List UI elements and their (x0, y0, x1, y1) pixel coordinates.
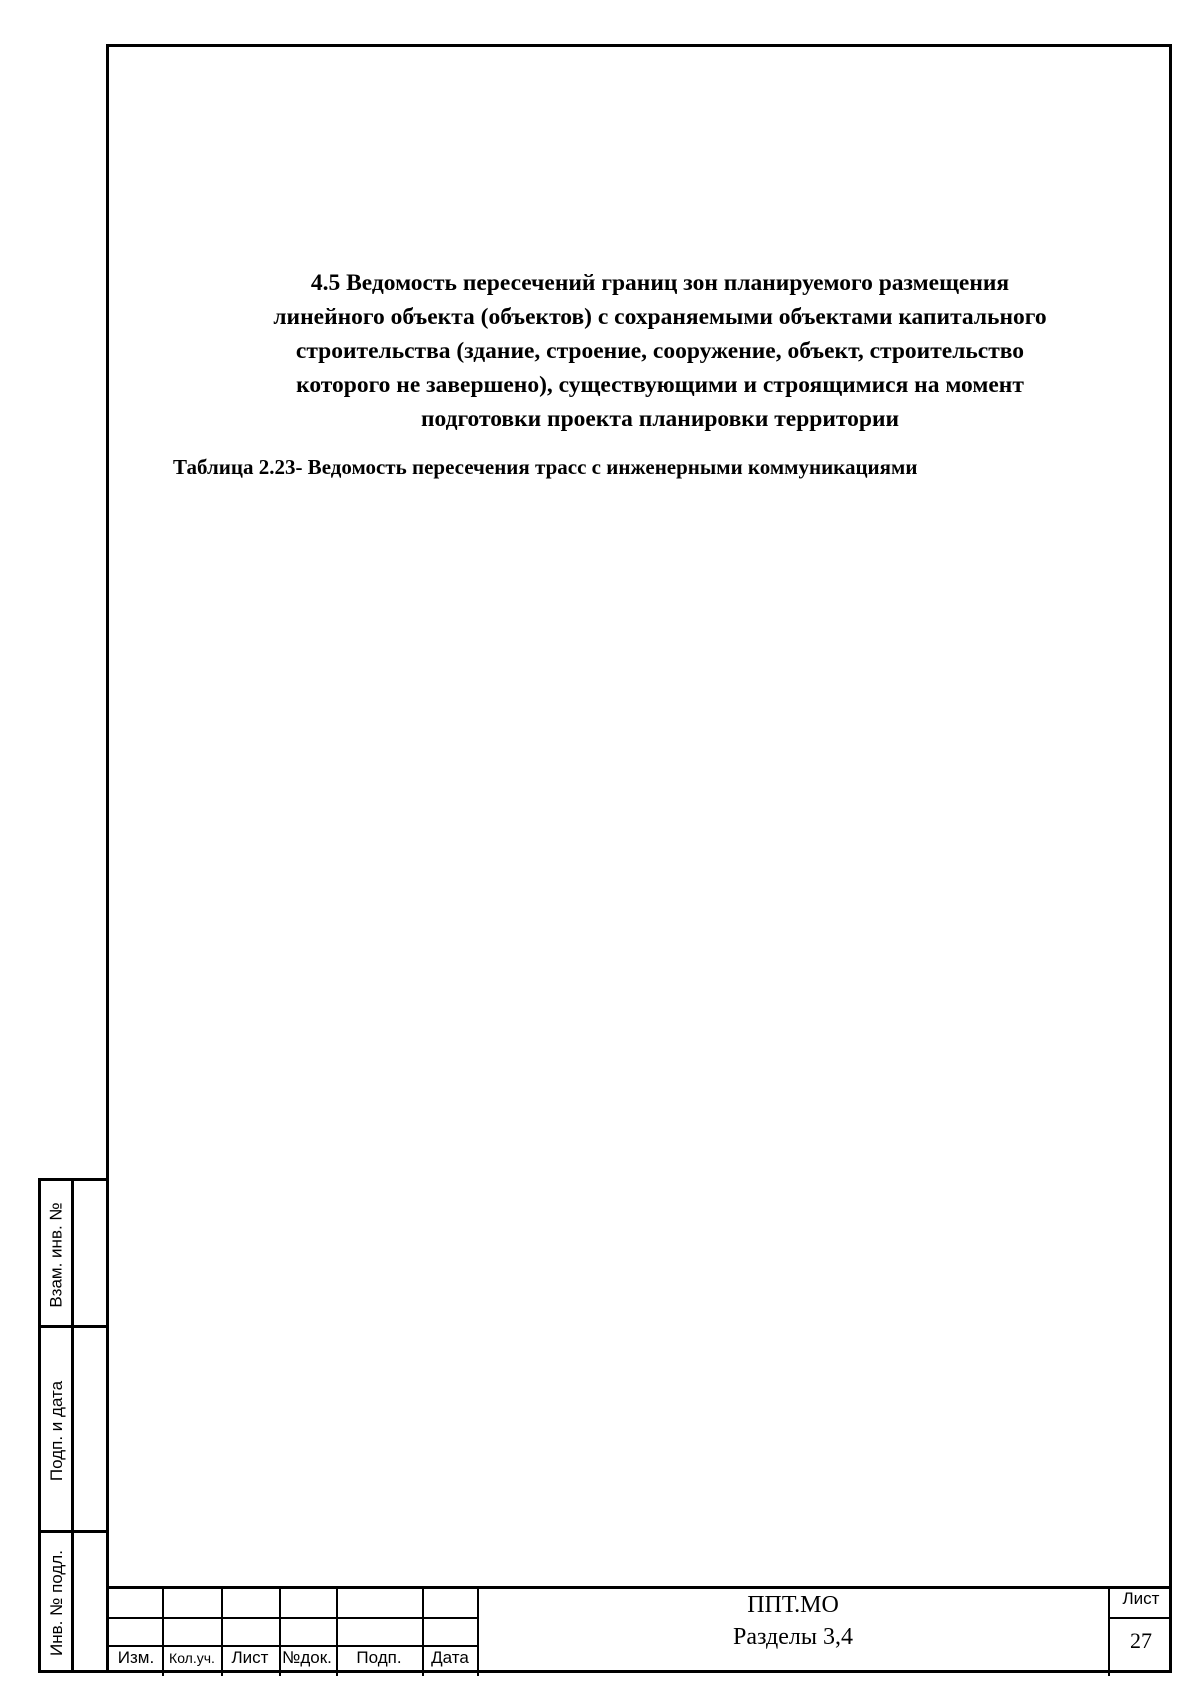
heading-line: подготовки проекта планировки территории (420, 406, 900, 432)
side-strip (38, 1178, 109, 1673)
column-label-podp: Подп. (356, 1648, 402, 1667)
heading-line: 4.5 Ведомость пересечений границ зон планируемого размещения (310, 270, 1010, 296)
column-label-ndok: №док. (282, 1648, 332, 1667)
sheet-number: 27 (1130, 1628, 1152, 1653)
column-label-kol-uch: Кол.уч. (169, 1650, 215, 1666)
column-label-list: Лист (231, 1648, 269, 1667)
side-label-text: Подп. и дата (47, 1380, 67, 1481)
section-heading (190, 266, 1130, 436)
side-label-inventory (43, 1533, 71, 1673)
tb-row-line (106, 1645, 478, 1647)
side-label-replacement (43, 1181, 71, 1328)
sheet-label: Лист (1122, 1589, 1160, 1608)
heading-line: линейного объекта (объектов) с сохраняемыми объектами капитального (273, 304, 1047, 330)
tb-row-line (1108, 1617, 1172, 1619)
document-code: ППТ.МО (747, 1592, 839, 1618)
heading-line: которого не завершено), существующими и строящимися на момент (296, 372, 1024, 398)
table-caption: Таблица 2.23- Ведомость пересечения трасс с инженерными коммуникациями (173, 455, 918, 479)
side-label-text: Взам. инв. № (47, 1201, 67, 1308)
side-label-text: Инв. № подл. (47, 1550, 66, 1656)
column-label-izm: Изм. (117, 1648, 155, 1667)
document-subtitle: Разделы 3,4 (732, 1624, 853, 1650)
tb-row-line (106, 1617, 478, 1619)
side-label-signature (43, 1328, 71, 1533)
column-label-data: Дата (431, 1648, 469, 1667)
heading-line: строительства (здание, строение, сооружение, объект, строительство (295, 338, 1025, 364)
